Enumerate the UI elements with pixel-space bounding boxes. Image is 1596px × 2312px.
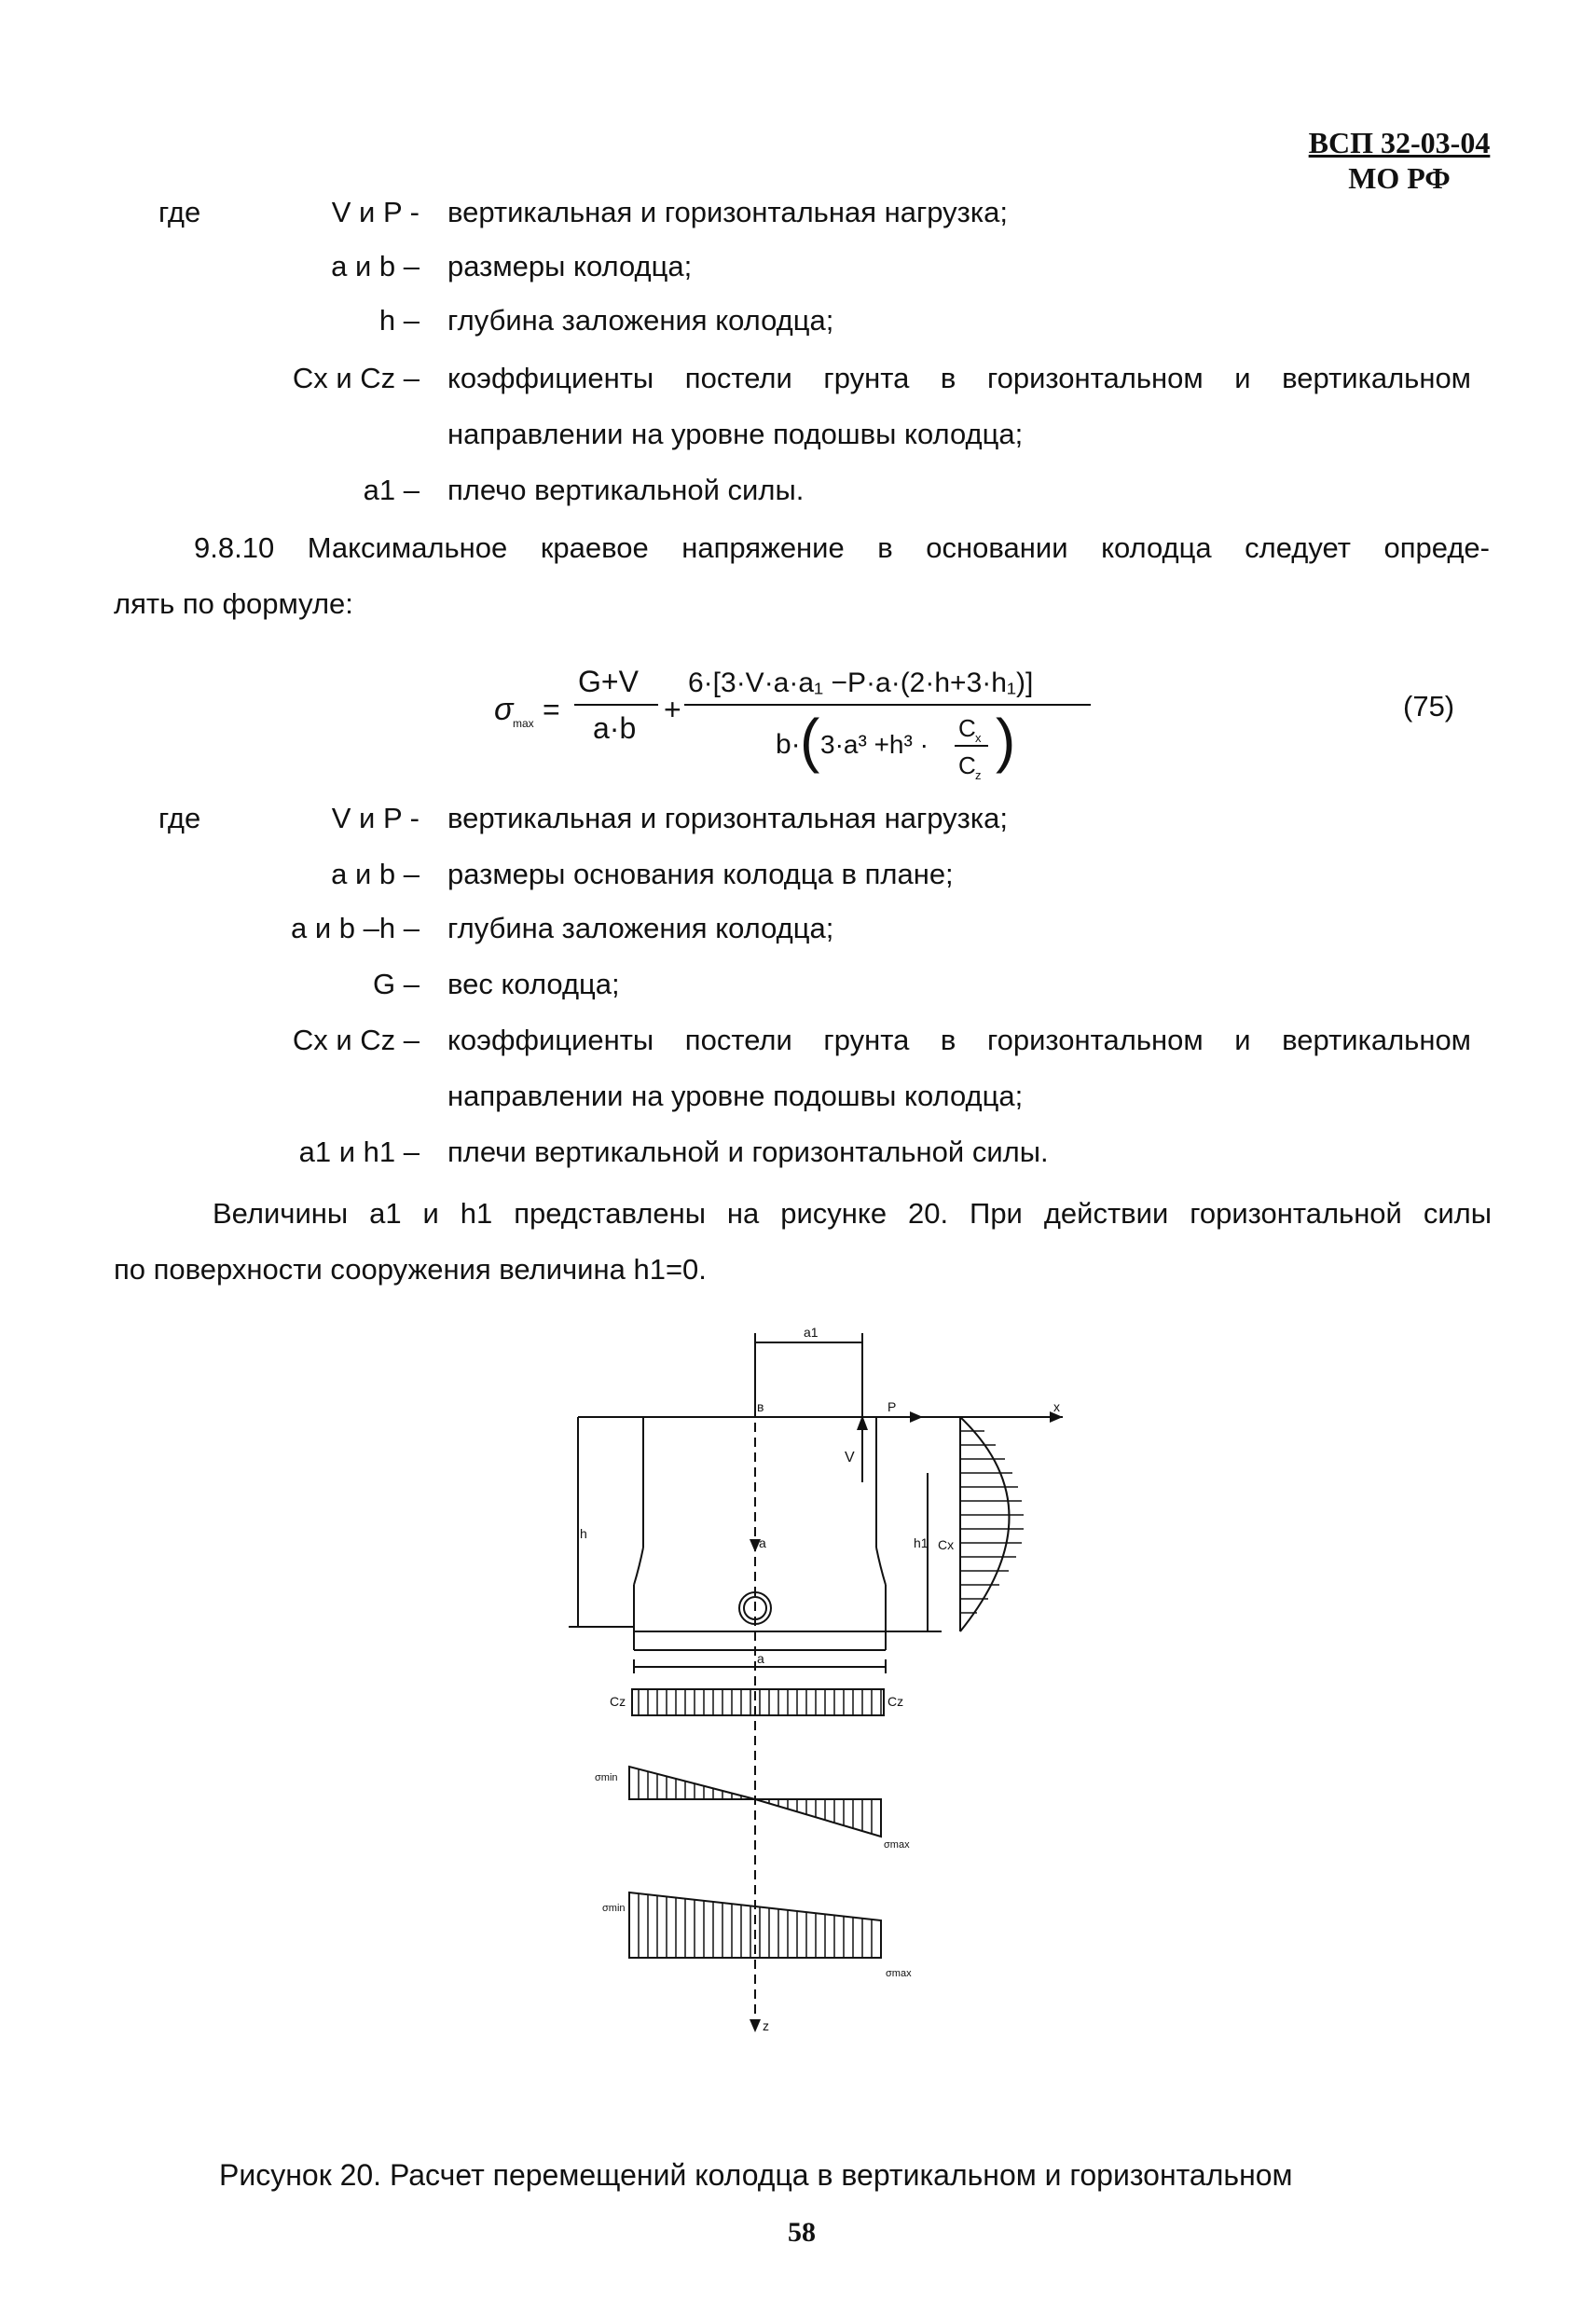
- fig-label-smin-top: σmin: [595, 1772, 618, 1783]
- def-label: a и b –: [331, 250, 420, 282]
- def-label: a1 и h1 –: [298, 1135, 420, 1168]
- paragraph-9-8-10-line2: лять по формуле:: [114, 587, 353, 620]
- fig-label-cz-right: Cz: [887, 1694, 904, 1709]
- document-code-header: [1301, 125, 1497, 196]
- def-text: вес колодца;: [447, 968, 620, 1000]
- fig-label-v: V: [845, 1450, 855, 1466]
- paragraph-values-line1: Величины a1 и h1 представлены на рисунке 20. При действии горизонтальной силы: [213, 1197, 1492, 1230]
- page-number: 58: [788, 2217, 816, 2248]
- svg-text:z: z: [975, 768, 982, 782]
- figure-caption: Рисунок 20. Расчет перемещений колодца в вертикальном и горизонтальном: [219, 2158, 1293, 2192]
- def-text-continuation: направлении на уровне подошвы колодца;: [447, 418, 1024, 450]
- def-label: V и P -: [331, 196, 420, 228]
- svg-text:): ): [996, 707, 1016, 774]
- fig-label-cz-left: Cz: [610, 1694, 626, 1709]
- fig-label-b: в: [757, 1399, 764, 1414]
- fig-label-z: z: [763, 2018, 769, 2033]
- def-label: Cx и Cz –: [292, 1024, 420, 1056]
- formula-graphic: [485, 634, 1156, 792]
- svg-text:max: max: [513, 717, 534, 730]
- def-label: V и P -: [331, 802, 420, 834]
- def-label: G –: [373, 968, 420, 1000]
- def-label: h –: [378, 304, 420, 337]
- svg-text:6·[3·V·a·a₁ −P·a·(2·h+3·h₁)]: 6·[3·V·a·a₁ −P·a·(2·h+3·h₁)]: [688, 667, 1034, 698]
- figure-20-diagram: [559, 1324, 1081, 2051]
- def-text-continuation: направлении на уровне подошвы колодца;: [447, 1080, 1024, 1112]
- svg-text:σ: σ: [494, 692, 514, 727]
- def-label: a1 –: [363, 474, 420, 506]
- fig-label-base: a: [757, 1651, 764, 1666]
- def-text: коэффициенты постели грунта в горизонтальном и вертикальном: [447, 362, 1471, 394]
- def-text: плечо вертикальной силы.: [447, 474, 805, 506]
- fig-label-a: a: [759, 1535, 766, 1550]
- where-label-1: где: [158, 196, 201, 228]
- def-text: глубина заложения колодца;: [447, 912, 834, 944]
- def-text: плечи вертикальной и горизонтальной силы.: [447, 1135, 1049, 1168]
- svg-text:a·b: a·b: [593, 711, 637, 745]
- fig-label-h: h: [580, 1526, 587, 1541]
- svg-text:+: +: [664, 693, 681, 726]
- def-text: вертикальная и горизонтальная нагрузка;: [447, 196, 1008, 228]
- svg-text:=: =: [543, 693, 560, 726]
- fig-label-smax-bottom: σmax: [884, 1839, 910, 1851]
- equation-number: (75): [1403, 690, 1455, 722]
- fig-label-p: P: [887, 1399, 897, 1414]
- def-text: вертикальная и горизонтальная нагрузка;: [447, 802, 1008, 834]
- svg-text:G+V: G+V: [578, 665, 639, 698]
- svg-text:x: x: [975, 731, 982, 745]
- svg-text:3·a³ +h³ ·: 3·a³ +h³ ·: [820, 730, 929, 759]
- fig-label-x: x: [1053, 1399, 1060, 1414]
- paragraph-values-line2: по поверхности сооружения величина h1=0.: [114, 1253, 707, 1286]
- svg-text:(: (: [800, 707, 820, 774]
- fig-label-cx: Cx: [938, 1537, 955, 1552]
- document-code: ВСП 32-03-04: [1308, 126, 1491, 159]
- def-text: глубина заложения колодца;: [447, 304, 834, 337]
- formula-75: [485, 634, 1156, 797]
- paragraph-9-8-10-line1: 9.8.10 Максимальное краевое напряжение в основании колодца следует опреде-: [194, 531, 1490, 564]
- def-label: Cx и Cz –: [292, 362, 420, 394]
- svg-text:b·: b·: [776, 729, 801, 760]
- svg-text:C: C: [958, 714, 976, 742]
- where-label-2: где: [158, 802, 201, 834]
- def-text: размеры колодца;: [447, 250, 693, 282]
- def-text: коэффициенты постели грунта в горизонтальном и вертикальном: [447, 1024, 1471, 1056]
- def-label: a и b –: [331, 858, 420, 890]
- fig-label-smin-left: σmin: [602, 1903, 626, 1914]
- document-org: МО РФ: [1348, 161, 1451, 195]
- fig-label-smax-right: σmax: [886, 1968, 912, 1979]
- fig-label-h1: h1: [914, 1535, 929, 1550]
- def-label: a и b –h –: [291, 912, 420, 944]
- fig-label-a1: a1: [804, 1325, 819, 1340]
- svg-text:C: C: [958, 751, 976, 779]
- def-text: размеры основания колодца в плане;: [447, 858, 954, 890]
